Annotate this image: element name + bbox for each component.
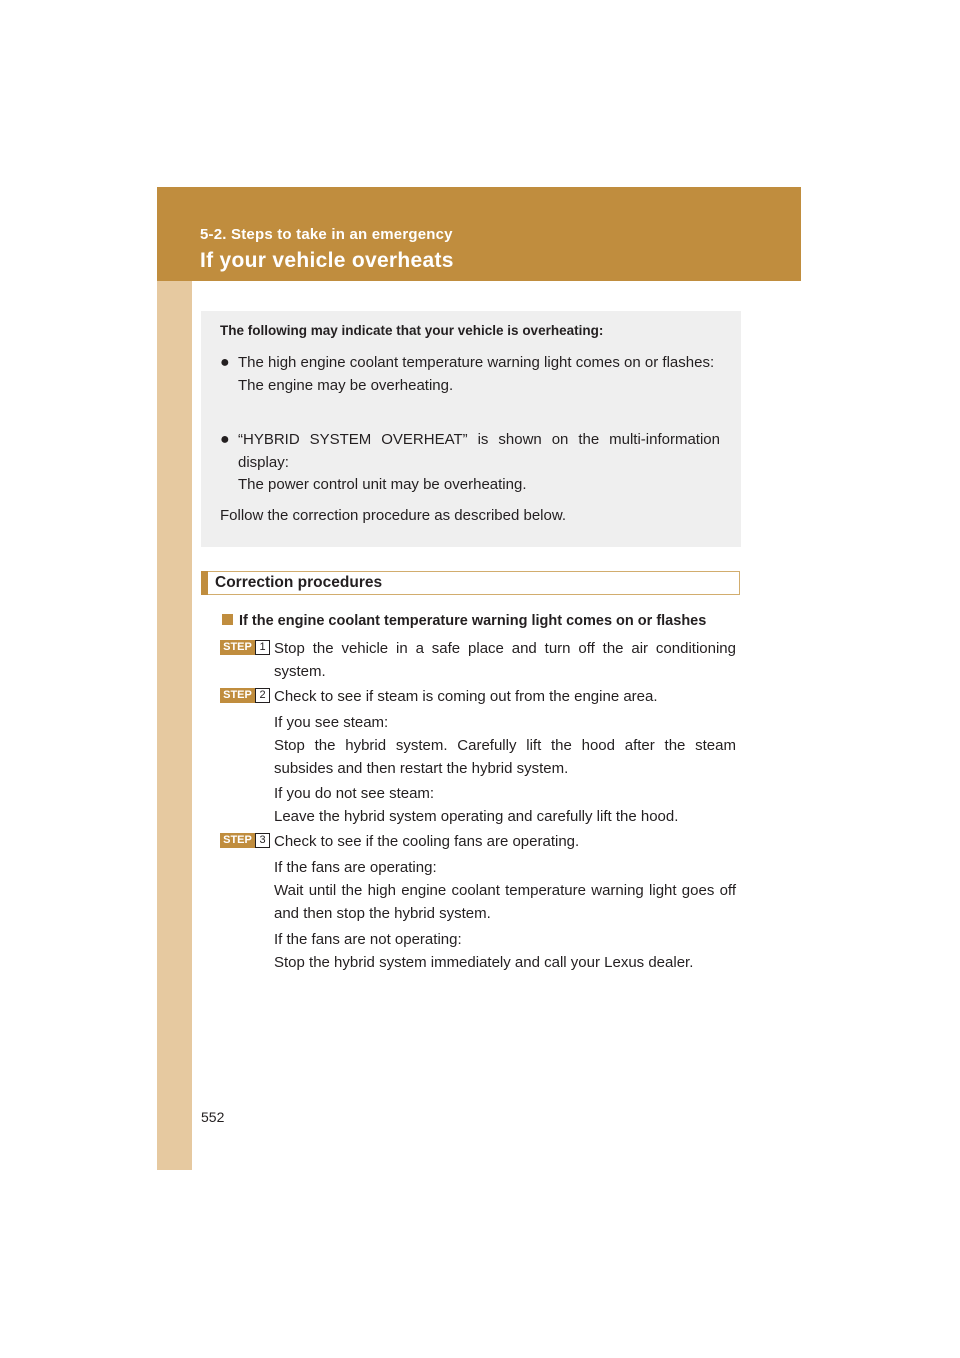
bullet-item bbox=[220, 352, 720, 397]
step-label: STEP bbox=[220, 640, 255, 655]
condition-text: If the engine coolant temperature warning light comes on or flashes bbox=[239, 613, 707, 629]
page-number: 552 bbox=[201, 1109, 225, 1125]
bullet-subtext: The engine may be overheating. bbox=[238, 376, 454, 394]
step-number: 2 bbox=[255, 688, 270, 703]
step-1-text: Stop the vehicle in a safe place and turn off the air conditioning system. bbox=[274, 640, 736, 680]
header-accent-bar bbox=[201, 571, 208, 595]
case-action: Wait until the high engine coolant temperature warning light goes off and then stop the hybrid system. bbox=[274, 882, 736, 922]
info-intro: The following may indicate that your vehicle is overheating: bbox=[220, 323, 604, 338]
step-label: STEP bbox=[220, 833, 255, 848]
step-number: 1 bbox=[255, 640, 270, 655]
bullet-dot-icon: ● bbox=[220, 354, 230, 371]
case-label: If the fans are operating: bbox=[274, 859, 437, 876]
bullet-item bbox=[220, 429, 720, 497]
case-action: Stop the hybrid system. Carefully lift the hood after the steam subsides and then restart the hybrid system. bbox=[274, 737, 736, 777]
condition-heading bbox=[222, 613, 706, 629]
case-action: Stop the hybrid system immediately and call your Lexus dealer. bbox=[274, 954, 694, 971]
step-label: STEP bbox=[220, 688, 255, 703]
step-number: 3 bbox=[255, 833, 270, 848]
step-badge-2 bbox=[220, 688, 270, 703]
info-follow: Follow the correction procedure as described below. bbox=[220, 507, 567, 524]
section-label: 5-2. Steps to take in an emergency bbox=[200, 226, 453, 243]
case-label: If you do not see steam: bbox=[274, 785, 435, 802]
step-badge-1 bbox=[220, 640, 270, 655]
correction-title: Correction procedures bbox=[215, 574, 383, 591]
square-bullet-icon bbox=[222, 614, 233, 625]
info-box bbox=[201, 311, 741, 547]
side-tab bbox=[157, 281, 192, 1170]
correction-header bbox=[201, 571, 740, 595]
case-label: If the fans are not operating: bbox=[274, 931, 462, 948]
page-title: If your vehicle overheats bbox=[200, 249, 454, 272]
bullet-text: The high engine coolant temperature warning light comes on or flashes: bbox=[238, 354, 715, 371]
step-badge-3 bbox=[220, 833, 270, 848]
bullet-subtext: The power control unit may be overheating. bbox=[238, 476, 527, 493]
step-3-text: Check to see if the cooling fans are operating. bbox=[274, 833, 580, 850]
bullet-text: “HYBRID SYSTEM OVERHEAT” is shown on the multi-information display: bbox=[238, 431, 720, 471]
bullet-dot-icon: ● bbox=[220, 431, 230, 448]
case-action: Leave the hybrid system operating and carefully lift the hood. bbox=[274, 808, 679, 825]
step-2-text: Check to see if steam is coming out from the engine area. bbox=[274, 688, 658, 705]
case-label: If you see steam: bbox=[274, 714, 389, 731]
